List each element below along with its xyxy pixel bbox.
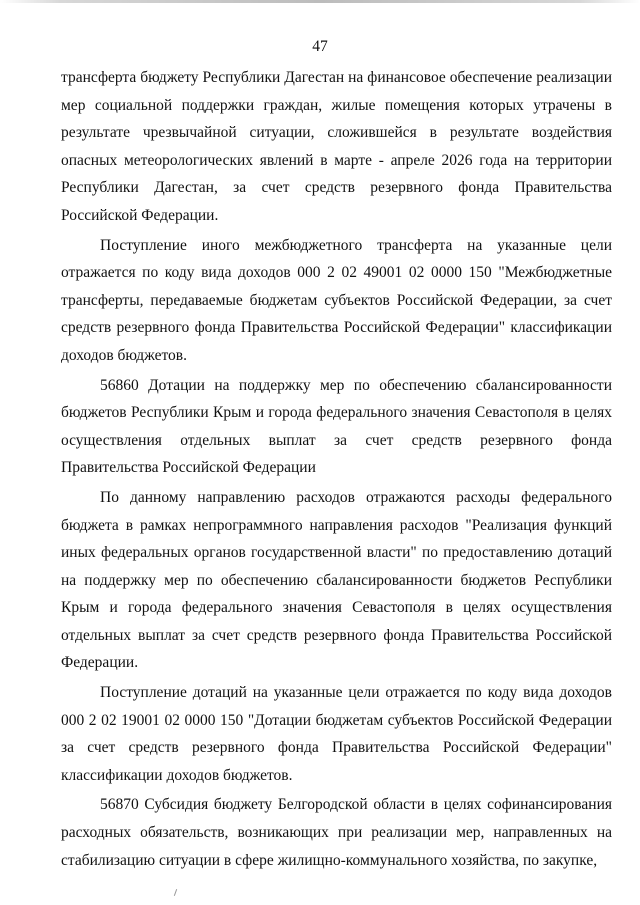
document-body	[61, 64, 612, 874]
page-number: 47	[312, 38, 328, 55]
scan-speck	[174, 889, 177, 896]
paragraph-heading-56870: 56870 Субсидия бюджету Белгородской области в целях софинансирования расходных обязательств, возникающих при реализации мер, направленных на стабилизацию ситуации в сфере жилищно-коммунального хозяйства, по закупке,	[61, 796, 612, 869]
paragraph-continuation: трансферта бюджету Республики Дагестан на финансовое обеспечение реализации мер социальной поддержки граждан, жилые помещения которых утрачены в результате чрезвычайной ситуации, сложившейся в результате воздействия опасных метеорологических явлений в марте - апреле 2026 года на территории Республики Дагестан, за счет средств резервного фонда Правительства Российской Федерации.	[61, 69, 612, 224]
paragraph-transfer-revenue-code: Поступление иного межбюджетного трансферта на указанные цели отражается по коду вида доходов 000 2 02 49001 02 0000 150 "Межбюджетные трансферты, передаваемые бюджетам субъектов Российской Федерации, за счет средств резервного фонда Правительства Российской Федерации" классификации доходов бюджетов.	[61, 236, 612, 364]
paragraph-heading-56860: 56860 Дотации на поддержку мер по обеспечению сбалансированности бюджетов Республики Крым и города федерального значения Севастополя в целях осуществления отдельных выплат за счет средств резервного фонда Правительства Российской Федерации	[61, 376, 612, 477]
scan-top-edge	[0, 0, 640, 3]
paragraph-56860-description: По данному направлению расходов отражаются расходы федерального бюджета в рамках непрограммного направления расходов "Реализация функций иных федеральных органов государственной власти" по предоставлению дотаций на поддержку мер по обеспечению сбалансированности бюджетов Республики Крым и города федерального значения Севастополя в целях осуществления отдельных выплат за счет средств резервного фонда Правительства Российской Федерации.	[61, 488, 612, 672]
paragraph-subsidy-revenue-code: Поступление дотаций на указанные цели отражается по коду вида доходов 000 2 02 19001 02 0000 150 "Дотации бюджетам субъектов Российской Федерации за счет средств резервного фонда Правительства Российской Федерации" классификации доходов бюджетов.	[61, 684, 612, 784]
